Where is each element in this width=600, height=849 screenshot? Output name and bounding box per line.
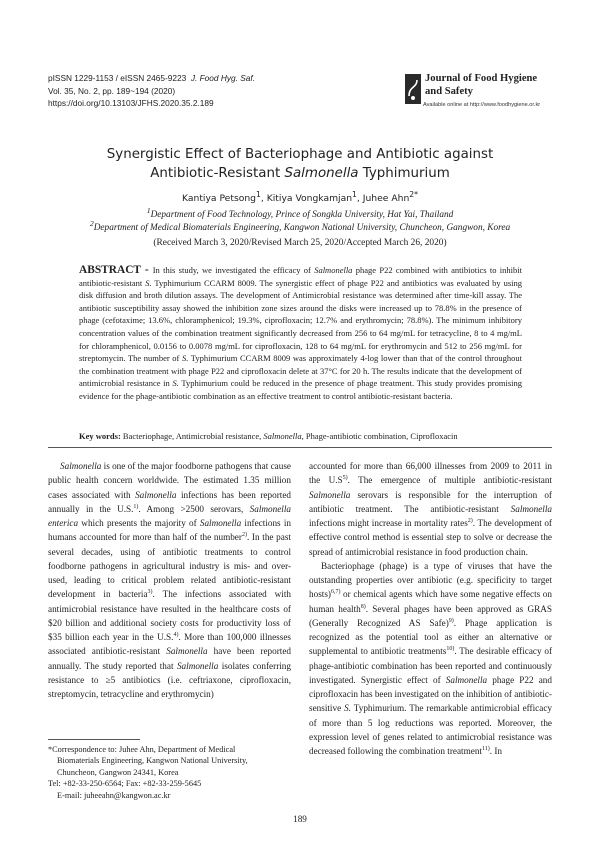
body-text: . The desirable efficacy of phage-antibiotic combination has been reported and continuously investigated. Synergistic effect of [309,646,552,685]
citation-sup: 6,7) [330,589,341,596]
citation-sup: 8) [360,603,366,610]
body-italic: Salmonella [510,503,552,514]
volume-line: Vol. 35, No. 2, pp. 189~194 (2020) [48,85,176,96]
keywords [79,431,522,441]
citation-sup: 2) [467,517,473,524]
footnote-divider [48,739,140,740]
body-text: infections has been reported annually in the U.S. [48,489,291,514]
abstract-text: Typhimurium CCARM 8009 was approximately 4-log lower than that of the control throughout the combination treatment with phage P22 and ciprofloxacin delete at 37°C for 20 h. The results indicate that the development of antimicrobial resistance in [79,353,522,389]
affiliation-text: Department of Medical Biomaterials Engineering, Kangwon National University, Chuncheon, Gangwon, Korea [93,223,511,234]
abstract-italic: S. [172,378,179,389]
body-text: . In [489,746,503,756]
citation-sup: 11) [481,745,490,752]
body-text: have been reported annually. The study reported that [48,646,292,671]
section-divider [48,447,552,448]
keywords-italic: Salmonella [263,431,302,441]
body-text: infections in humans accounted for more than half of the number [48,518,291,543]
abstract-italic: Salmonella [314,265,353,275]
affiliation-1 [30,206,570,220]
page-number: 189 [293,814,307,824]
abstract-italic: S. [145,277,152,288]
journal-name [425,72,537,98]
abstract-italic: S. [181,353,189,364]
title-line2 [40,164,560,183]
body-text: . The emergence of multiple antibiotic-resistant [347,475,552,486]
keywords-text: , Phage-antibiotic combination, Ciprofloxacin [301,431,458,441]
footnote-line: *Correspondence to: Juhee Ahn, Department of Medical [48,745,236,754]
body-italic: Salmonella [60,461,102,471]
abstract-heading: ABSTRACT - [79,264,153,276]
footnote-line: Tel: +82-33-250-6564; Fax: +82-33-259-5645 [48,779,202,789]
body-italic: Salmonella [309,489,351,500]
author-sup: 1 [256,190,261,199]
keywords-text: Bacteriophage, Antimicrobial resistance, [122,431,264,441]
body-text: . Several phages have been approved as GRAS (Generally Recognized AS Safe) [309,603,552,628]
author-name: Juhee Ahn [362,193,410,205]
author-sup: 1 [352,190,357,199]
citation-sup: 3) [147,589,153,596]
body-column-left [48,459,291,701]
body-text: Bacteriophage (phage) is a type of viruses that have the outstanding properties over antibiotic (e.g. specificity to target hosts) [309,560,552,600]
citation-sup: 5) [342,475,348,482]
body-text: . The infections associated with antimicrobial resistance have resulted in the healthcare costs of $20 billion and additional society costs for productivity loss of $35 billion each year in the U.S. [48,589,292,642]
body-paragraph [309,559,552,759]
footnote-email[interactable]: E-mail: juheeahn@kangwon.ac.kr [57,790,171,800]
author-name: Kitiya Vongkamjan [266,193,353,205]
journal-logo [405,72,553,115]
author-sup: 2* [409,190,418,199]
title-line2-pre: Antibiotic-Resistant [150,166,285,181]
author-name: Kantiya Petsong [182,193,257,205]
body-italic: Salmonella [135,489,177,500]
body-text: is one of the major foodborne pathogens that cause public health concern worldwide. The estimated 1.35 million cases associated with [48,461,291,500]
body-text: . Among >2500 serovars, [138,503,250,514]
affiliation-sup: 1 [146,206,151,215]
title-line1: Synergistic Effect of Bacteriophage and Antibiotic against [106,147,494,162]
body-text: phage P22 and ciprofloxacin has been investigated on the inhibition of antibiotic-sensitive [309,674,552,714]
body-text: . The development of effective control method is essential step to solve or decrease the spread of antimicrobial resistance in food production chain. [309,518,552,557]
author-list: Kantiya Petsong$^1$, Kitiya Vongkamjan$^1$, Juhee Ahn$^{2*}$ [182,190,418,205]
doi-link[interactable]: https://doi.org/10.13103/JFHS.2020.35.2.189 [48,98,214,108]
body-text: . More than 100,000 illnesses associated antibiotic-resistant [48,632,291,657]
body-italic: Salmonella [176,660,219,671]
citation-sup: 1) [133,503,139,510]
citation-sup: 2) [241,532,247,539]
body-italic: Salmonella [445,674,488,685]
abstract-text: Typhimurium CCARM 8009. The synergistic effect of phage P22 and antibiotics was evaluated by using disk diffusion and broth dilution assays. The development of Antimicrobial resistance was determined after time-kill assay. The antibiotic susceptibility assay showed the inhibition zone sizes around the disks were increased up to 78.8% in the presence of phage (cefotaxime; 13.6%, chloramphenicol; 19.3%, ciprofloxacin; 12.7% and erythromycin; 78.8%). The minimum inhibitory concentration values of the combination treatment significantly decreased from 256 to 64 mg/mL for tetracycline, 8 to 4 mg/mL for chloramphenicol, 0.0156 to 0.0078 mg/mL for ciprofloxacin, 128 to 64 mg/mL for erythromycin and 512 to 256 mg/mL for streptomycin. The number of [79,277,523,364]
body-text: accounted for more than 66,000 illnesses from 2009 to 2011 in the U.S [309,461,552,486]
journal-header-info [48,72,255,110]
keywords-heading: Key words: [79,431,123,441]
affiliation-text: Department of Food Technology, Prince of Songkla University, Hat Yai, Thailand [150,210,454,221]
abstract-text: Typhimurium could be reduced in the presence of phage treatment. This study provides promising evidence for the phage-antibiotic combination as an effective treatment to control antibiotic-resistant bacteria. [79,378,522,401]
body-text: which presents the majority of [78,518,200,528]
paper-title [40,145,560,183]
body-text: serovars is responsible for the interruption of antibiotic treatment. The antibiotic-resistant [309,489,552,514]
body-text: or chemical agents which have some negative effects on human health [309,589,552,614]
available-online-text[interactable]: Available online at http://www.foodhygiene.or.kr [423,102,541,108]
body-text: . In the past several decades, using of antibiotic treatments to control foodborne pathogens in agricultural industry is mis- and over-used, leading to critical problem related antibiotic-resistant development in bacteria [48,532,291,600]
body-paragraph [48,459,291,701]
journal-logo-icon [405,74,421,104]
body-italic: Salmonella enterica [48,503,291,528]
journal-abbrev: J. Food Hyg. Saf. [190,73,255,83]
issn-line [48,72,255,85]
body-italic: Salmonella [199,518,242,528]
journal-name-line2: and Safety [425,86,473,97]
citation-sup: 4) [173,631,179,638]
correspondence-footnote [48,744,293,801]
issn-text: pISSN 1229-1153 / eISSN 2465-9223 [48,73,187,83]
footnote-line: Biomaterials Engineering, Kangwon National University, [57,756,248,766]
abstract-text: In this study, we investigated the efficacy of [152,265,315,275]
title-line2-post: Typhimurium [358,166,450,181]
affiliation-sup: 2 [89,219,94,228]
journal-name-line1: Journal of Food Hygiene [425,73,538,84]
citation-sup: 10) [446,646,455,653]
body-italic: S. [344,703,351,714]
body-text: isolates conferring resistance to ≥5 antibiotics (i.e. ceftriaxone, ciprofloxacin, streptomycin, tetracycline and erythromycin) [48,660,291,699]
title-line2-italic: Salmonella [284,166,359,181]
footnote-line: Chuncheon, Gangwon 24341, Korea [57,767,179,777]
citation-sup: 9) [448,617,454,624]
body-text: Typhimurium. The remarkable antimicrobial efficacy of more than 5 log reductions was reported. Moreover, the expression level of genes related to antimicrobial resistance was decreased following the combination treatment [309,703,553,756]
received-dates: (Received March 3, 2020/Revised March 25, 2020/Accepted March 26, 2020) [153,238,447,248]
body-text: infections might increase in mortality rates [309,518,468,528]
abstract [79,264,522,403]
body-paragraph [309,459,552,559]
body-column-right [309,459,552,758]
body-text: . Phage application is recognized as the potential tool as either an alternative or supplemental to antibiotic treatments [309,617,552,657]
affiliation-2 [30,219,570,233]
body-italic: Salmonella [166,646,208,657]
abstract-text: phage P22 combined with antibiotics to inhibit antibiotic-resistant [79,265,522,288]
